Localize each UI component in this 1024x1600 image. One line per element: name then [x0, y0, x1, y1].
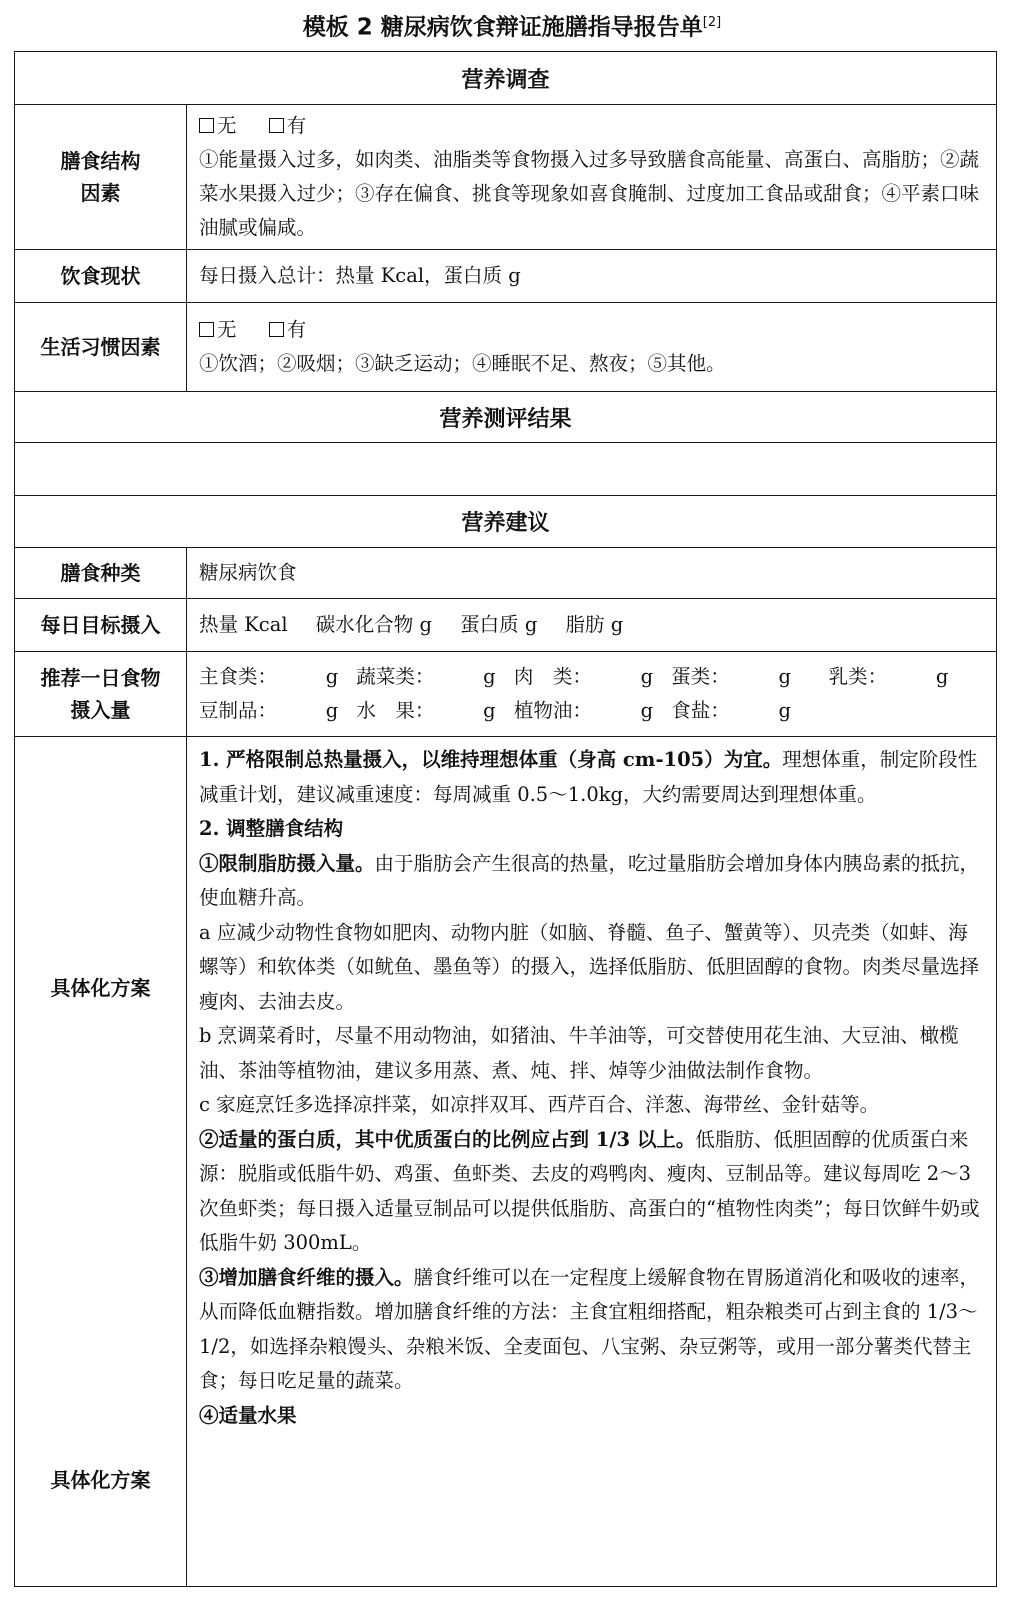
- diet-structure-options: [199, 109, 986, 143]
- checkbox-none[interactable]: [199, 118, 214, 133]
- row-evaluation-result: [15, 443, 997, 496]
- row-diet-structure: [15, 105, 997, 250]
- plan-para-7: ②适量的蛋白质，其中优质蛋白的比例应占到 1/3 以上。低脂肪、低胆固醇的优质蛋白来源：脱脂或低脂牛奶、鸡蛋、鱼虾类、去皮的鸡鸭肉、瘦肉、豆制品等。建议每周吃 2～3 次鱼虾类；每日摄入适量豆制品可以提供低脂肪、高蛋白的“植物性肉类”；每日饮鲜牛奶或低脂牛奶 300mL。: [199, 1127, 980, 1254]
- section-title-advice: 营养建议: [15, 496, 997, 548]
- report-title: [0, 6, 1024, 45]
- row-diet-status: [15, 250, 997, 303]
- label-diet-structure-line2: 因素: [80, 181, 121, 205]
- food-egg: 蛋类： g: [671, 665, 791, 688]
- label-diet-type: 膳食种类: [15, 548, 187, 599]
- food-salt: 食盐： g: [671, 699, 791, 722]
- food-dairy: 乳类： g: [828, 665, 949, 688]
- section-title-survey: 营养调查: [15, 52, 997, 105]
- row-daily-target: [15, 599, 997, 652]
- target-carbohydrate: 碳水化合物 g: [315, 613, 432, 636]
- label-recommended-line1: 推荐一日食物: [40, 666, 161, 690]
- food-staple: 主食类： g: [199, 665, 339, 688]
- section-header-survey: [15, 52, 997, 105]
- checkbox-yes[interactable]: [269, 322, 284, 337]
- plan-para-2: 2. 调整膳食结构: [199, 817, 344, 840]
- target-energy: 热量 Kcal: [199, 613, 288, 636]
- checkbox-yes[interactable]: [269, 118, 284, 133]
- food-row-2: [199, 694, 986, 728]
- value-diet-type: 糖尿病饮食: [187, 548, 997, 599]
- value-recommended-intake: [187, 652, 997, 737]
- plan-para-6: c 家庭烹饪多选择凉拌菜，如凉拌双耳、西芹百合、洋葱、海带丝、金针菇等。: [199, 1093, 880, 1116]
- label-lifestyle: 生活习惯因素: [15, 303, 187, 392]
- label-recommended-intake: [15, 652, 187, 737]
- food-vegetable: 蔬菜类： g: [356, 665, 496, 688]
- label-diet-structure-line1: 膳食结构: [60, 149, 141, 173]
- label-diet-structure: [15, 105, 187, 250]
- plan-para-9: ④适量水果: [199, 1403, 297, 1427]
- lifestyle-option-yes[interactable]: 有: [269, 318, 307, 341]
- value-plan: [187, 737, 997, 1587]
- value-diet-structure: [187, 105, 997, 250]
- food-oil: 植物油： g: [513, 699, 654, 722]
- report-table: [14, 51, 997, 1587]
- food-row-1: [199, 660, 986, 694]
- plan-para-1: 1. 严格限制总热量摄入，以维持理想体重（身高 cm-105）为宜。理想体重，制定阶段性减重计划，建议减重速度：每周减重 0.5～1.0kg，大约需要周达到理想体重。: [199, 748, 978, 806]
- value-diet-status: 每日摄入总计：热量 Kcal，蛋白质 g: [187, 250, 997, 303]
- row-diet-type: [15, 548, 997, 599]
- label-plan-cell: [15, 737, 187, 1587]
- food-soy: 豆制品： g: [199, 699, 339, 722]
- label-plan-top: 具体化方案: [50, 976, 151, 1000]
- lifestyle-option-none[interactable]: 无: [199, 318, 237, 341]
- label-diet-status: 饮食现状: [15, 250, 187, 303]
- option-yes[interactable]: 有: [269, 114, 307, 137]
- section-header-advice: [15, 496, 997, 548]
- label-daily-target: 每日目标摄入: [15, 599, 187, 652]
- diet-structure-text: ①能量摄入过多，如肉类、油脂类等食物摄入过多导致膳食高能量、高蛋白、高脂肪；②蔬菜水果摄入过少；③存在偏食、挑食等现象如喜食腌制、过度加工食品或甜食；④平素口味油腻或偏咸。: [199, 148, 980, 239]
- plan-para-5: b 烹调菜肴时，尽量不用动物油，如猪油、牛羊油等，可交替使用花生油、大豆油、橄榄油、茶油等植物油，建议多用蒸、煮、炖、拌、焯等少油做法制作食物。: [199, 1024, 959, 1082]
- evaluation-result-empty: [15, 443, 997, 496]
- section-title-evaluation: 营养测评结果: [15, 392, 997, 443]
- value-daily-target: [187, 599, 997, 652]
- section-header-evaluation: [15, 392, 997, 443]
- label-plan-bottom: 具体化方案: [50, 1468, 151, 1492]
- checkbox-none[interactable]: [199, 322, 214, 337]
- row-recommended-intake: [15, 652, 997, 737]
- option-none[interactable]: 无: [199, 114, 237, 137]
- target-protein: 蛋白质 g: [460, 613, 538, 636]
- plan-para-4: a 应减少动物性食物如肥肉、动物内脏（如脑、脊髓、鱼子、蟹黄等）、贝壳类（如蚌、海螺等）和软体类（如鱿鱼、墨鱼等）的摄入，选择低脂肪、低胆固醇的食物。肉类尽量选择瘦肉、去油去皮。: [199, 920, 980, 1013]
- lifestyle-text: ①饮酒；②吸烟；③缺乏运动；④睡眠不足、熬夜；⑤其他。: [199, 352, 726, 375]
- plan-para-8: ③增加膳食纤维的摄入。膳食纤维可以在一定程度上缓解食物在胃肠道消化和吸收的速率，从而降低血糖指数。增加膳食纤维的方法：主食宜粗细搭配，粗杂粮类可占到主食的 1/3～1/2，如选择杂粮馒头、杂粮米饭、全麦面包、八宝粥、杂豆粥等，或用一部分薯类代替主食；每日吃足量的蔬菜。: [199, 1265, 980, 1392]
- row-plan: [15, 737, 997, 1587]
- label-recommended-line2: 摄入量: [70, 698, 131, 722]
- report-title-text: 模板 2 糖尿病饮食辩证施膳指导报告单: [302, 14, 703, 41]
- value-lifestyle: [187, 303, 997, 392]
- plan-para-3: ①限制脂肪摄入量。由于脂肪会产生很高的热量，吃过量脂肪会增加身体内胰岛素的抵抗，使血糖升高。: [199, 851, 980, 909]
- title-reference: [2]: [702, 15, 722, 30]
- food-fruit: 水 果： g: [356, 699, 496, 722]
- row-lifestyle: [15, 303, 997, 392]
- lifestyle-options: [199, 313, 986, 347]
- food-meat: 肉 类： g: [513, 665, 654, 688]
- target-fat: 脂肪 g: [565, 613, 624, 636]
